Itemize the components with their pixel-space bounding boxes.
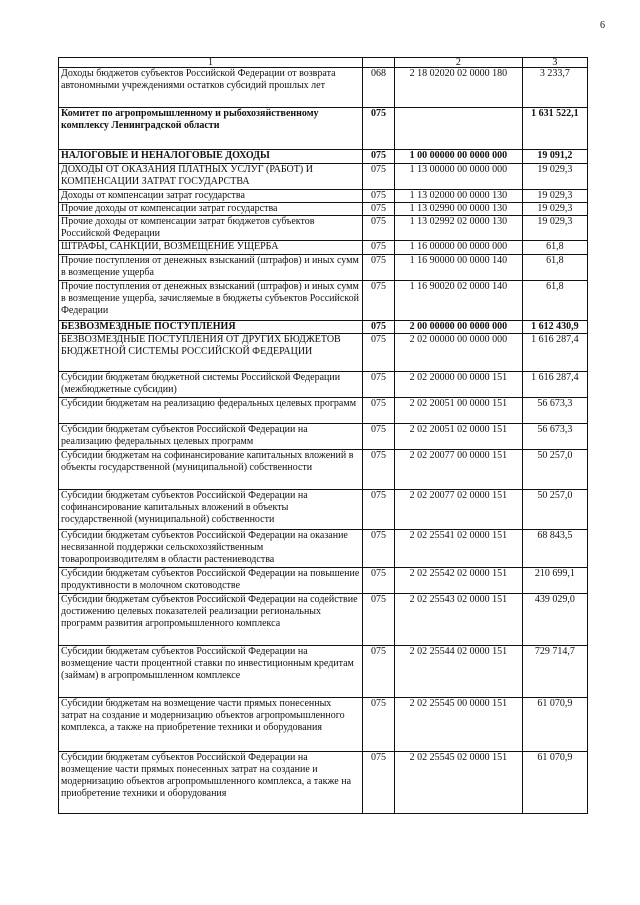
row-amount: 19 029,3	[522, 203, 587, 216]
row-amount: 1 631 522,1	[522, 108, 587, 150]
row-name: Субсидии бюджетам субъектов Российской Федерации на повышение продуктивности в молочном скотоводстве	[59, 568, 363, 594]
table-row	[59, 108, 588, 150]
row-name: Субсидии бюджетам субъектов Российской Федерации на софинансирование капитальных вложений в объекты государственной (муниципальной) собственности	[59, 490, 363, 530]
row-administrator-code: 075	[362, 398, 394, 424]
row-budget-code: 2 02 20000 00 0000 151	[395, 372, 523, 398]
table-row	[59, 424, 588, 450]
table-row	[59, 241, 588, 255]
header-col-3: 3	[522, 58, 587, 68]
row-name: Прочие доходы от компенсации затрат государства	[59, 203, 363, 216]
row-administrator-code: 075	[362, 698, 394, 752]
row-name: Субсидии бюджетам субъектов Российской Федерации на реализацию федеральных целевых программ	[59, 424, 363, 450]
row-budget-code: 1 13 02990 00 0000 130	[395, 203, 523, 216]
row-name: Субсидии бюджетам субъектов Российской Федерации на оказание несвязанной поддержки сельскохозяйственным товаропроизводителям в области растениеводства	[59, 530, 363, 568]
table-row	[59, 398, 588, 424]
row-name: БЕЗВОЗМЕЗДНЫЕ ПОСТУПЛЕНИЯ	[59, 321, 363, 334]
table-row	[59, 334, 588, 372]
row-administrator-code: 075	[362, 450, 394, 490]
table-row	[59, 150, 588, 164]
row-budget-code: 2 02 20077 02 0000 151	[395, 490, 523, 530]
budget-revenue-table	[58, 57, 588, 814]
row-budget-code: 2 18 02020 02 0000 180	[395, 68, 523, 108]
page-number: 6	[600, 20, 605, 31]
table-row	[59, 164, 588, 190]
row-budget-code: 1 00 00000 00 0000 000	[395, 150, 523, 164]
row-budget-code: 2 02 20051 00 0000 151	[395, 398, 523, 424]
table-row	[59, 203, 588, 216]
row-amount: 61 070,9	[522, 752, 587, 814]
row-amount: 56 673,3	[522, 424, 587, 450]
row-budget-code: 2 02 20077 00 0000 151	[395, 450, 523, 490]
row-name: Субсидии бюджетам субъектов Российской Федерации на возмещение части прямых понесенных затрат на создание и модернизацию объектов агропромышленного комплекса, а также на приобретение техники и оборудования	[59, 752, 363, 814]
table-row	[59, 594, 588, 646]
row-amount: 61 070,9	[522, 698, 587, 752]
table-row	[59, 568, 588, 594]
row-administrator-code: 075	[362, 372, 394, 398]
row-administrator-code: 068	[362, 68, 394, 108]
row-budget-code: 1 13 02992 02 0000 130	[395, 216, 523, 241]
row-name: Доходы бюджетов субъектов Российской Федерации от возврата автономными учреждениями остатков субсидий прошлых лет	[59, 68, 363, 108]
table-row	[59, 255, 588, 281]
row-budget-code: 2 00 00000 00 0000 000	[395, 321, 523, 334]
table-row	[59, 752, 588, 814]
table-row	[59, 68, 588, 108]
row-amount: 3 233,7	[522, 68, 587, 108]
row-budget-code: 2 02 25542 02 0000 151	[395, 568, 523, 594]
row-amount: 61,8	[522, 255, 587, 281]
row-amount: 61,8	[522, 281, 587, 321]
row-name: ШТРАФЫ, САНКЦИИ, ВОЗМЕЩЕНИЕ УЩЕРБА	[59, 241, 363, 255]
row-budget-code: 2 02 25543 02 0000 151	[395, 594, 523, 646]
table-row	[59, 646, 588, 698]
row-amount: 439 029,0	[522, 594, 587, 646]
row-name: НАЛОГОВЫЕ И НЕНАЛОГОВЫЕ ДОХОДЫ	[59, 150, 363, 164]
row-administrator-code: 075	[362, 241, 394, 255]
row-administrator-code: 075	[362, 490, 394, 530]
row-name: БЕЗВОЗМЕЗДНЫЕ ПОСТУПЛЕНИЯ ОТ ДРУГИХ БЮДЖЕТОВ БЮДЖЕТНОЙ СИСТЕМЫ РОССИЙСКОЙ ФЕДЕРАЦИИ	[59, 334, 363, 372]
row-name: Субсидии бюджетам на возмещение части прямых понесенных затрат на создание и модернизацию объектов агропромышленного комплекса, а также на приобретение техники и оборудования	[59, 698, 363, 752]
row-amount: 50 257,0	[522, 490, 587, 530]
table-row	[59, 698, 588, 752]
table-row	[59, 450, 588, 490]
row-name: Прочие поступления от денежных взысканий (штрафов) и иных сумм в возмещение ущерба	[59, 255, 363, 281]
row-name: Субсидии бюджетам бюджетной системы Российской Федерации (межбюджетные субсидии)	[59, 372, 363, 398]
row-amount: 50 257,0	[522, 450, 587, 490]
row-administrator-code: 075	[362, 424, 394, 450]
row-name: Доходы от компенсации затрат государства	[59, 190, 363, 203]
row-administrator-code: 075	[362, 594, 394, 646]
row-name: Субсидии бюджетам субъектов Российской Федерации на возмещение части процентной ставки по инвестиционным кредитам (займам) в агропромышленном комплексе	[59, 646, 363, 698]
row-amount: 1 616 287,4	[522, 334, 587, 372]
row-amount: 19 091,2	[522, 150, 587, 164]
row-amount: 19 029,3	[522, 164, 587, 190]
row-budget-code: 2 02 25545 00 0000 151	[395, 698, 523, 752]
row-amount: 210 699,1	[522, 568, 587, 594]
table-row	[59, 530, 588, 568]
row-amount: 19 029,3	[522, 190, 587, 203]
header-col-2: 2	[395, 58, 523, 68]
row-administrator-code: 075	[362, 321, 394, 334]
row-amount: 56 673,3	[522, 398, 587, 424]
row-budget-code: 1 16 00000 00 0000 000	[395, 241, 523, 255]
row-budget-code: 2 02 25545 02 0000 151	[395, 752, 523, 814]
row-budget-code: 1 16 90000 00 0000 140	[395, 255, 523, 281]
row-name: Субсидии бюджетам субъектов Российской Федерации на содействие достижению целевых показателей реализации региональных программ развития агропромышленного комплекса	[59, 594, 363, 646]
row-amount: 1 612 430,9	[522, 321, 587, 334]
table-row	[59, 190, 588, 203]
row-administrator-code: 075	[362, 216, 394, 241]
row-amount: 1 616 287,4	[522, 372, 587, 398]
table-row	[59, 490, 588, 530]
row-amount: 68 843,5	[522, 530, 587, 568]
row-name: Прочие поступления от денежных взысканий (штрафов) и иных сумм в возмещение ущерба, зачисляемые в бюджеты субъектов Российской Федерации	[59, 281, 363, 321]
row-administrator-code: 075	[362, 203, 394, 216]
table-header-row	[59, 58, 588, 68]
row-amount: 729 714,7	[522, 646, 587, 698]
row-administrator-code: 075	[362, 164, 394, 190]
table-row	[59, 281, 588, 321]
row-administrator-code: 075	[362, 190, 394, 203]
row-administrator-code: 075	[362, 530, 394, 568]
header-col-1: 1	[59, 58, 363, 68]
row-budget-code: 1 13 02000 00 0000 130	[395, 190, 523, 203]
row-amount: 19 029,3	[522, 216, 587, 241]
row-administrator-code: 075	[362, 255, 394, 281]
row-administrator-code: 075	[362, 568, 394, 594]
row-administrator-code: 075	[362, 646, 394, 698]
row-administrator-code: 075	[362, 281, 394, 321]
row-budget-code: 1 13 00000 00 0000 000	[395, 164, 523, 190]
row-name: ДОХОДЫ ОТ ОКАЗАНИЯ ПЛАТНЫХ УСЛУГ (РАБОТ) И КОМПЕНСАЦИИ ЗАТРАТ ГОСУДАРСТВА	[59, 164, 363, 190]
row-budget-code	[395, 108, 523, 150]
table-row	[59, 372, 588, 398]
header-col-2-left	[362, 58, 394, 68]
row-name: Субсидии бюджетам на реализацию федеральных целевых программ	[59, 398, 363, 424]
row-budget-code: 2 02 25541 02 0000 151	[395, 530, 523, 568]
table-row	[59, 216, 588, 241]
row-name: Прочие доходы от компенсации затрат бюджетов субъектов Российской Федерации	[59, 216, 363, 241]
row-administrator-code: 075	[362, 334, 394, 372]
row-administrator-code: 075	[362, 108, 394, 150]
row-budget-code: 2 02 25544 02 0000 151	[395, 646, 523, 698]
row-amount: 61,8	[522, 241, 587, 255]
row-name: Комитет по агропромышленному и рыбохозяйственному комплексу Ленинградской области	[59, 108, 363, 150]
row-budget-code: 2 02 00000 00 0000 000	[395, 334, 523, 372]
row-budget-code: 2 02 20051 02 0000 151	[395, 424, 523, 450]
row-budget-code: 1 16 90020 02 0000 140	[395, 281, 523, 321]
row-administrator-code: 075	[362, 150, 394, 164]
row-administrator-code: 075	[362, 752, 394, 814]
row-name: Субсидии бюджетам на софинансирование капитальных вложений в объекты государственной (муниципальной) собственности	[59, 450, 363, 490]
table-row	[59, 321, 588, 334]
